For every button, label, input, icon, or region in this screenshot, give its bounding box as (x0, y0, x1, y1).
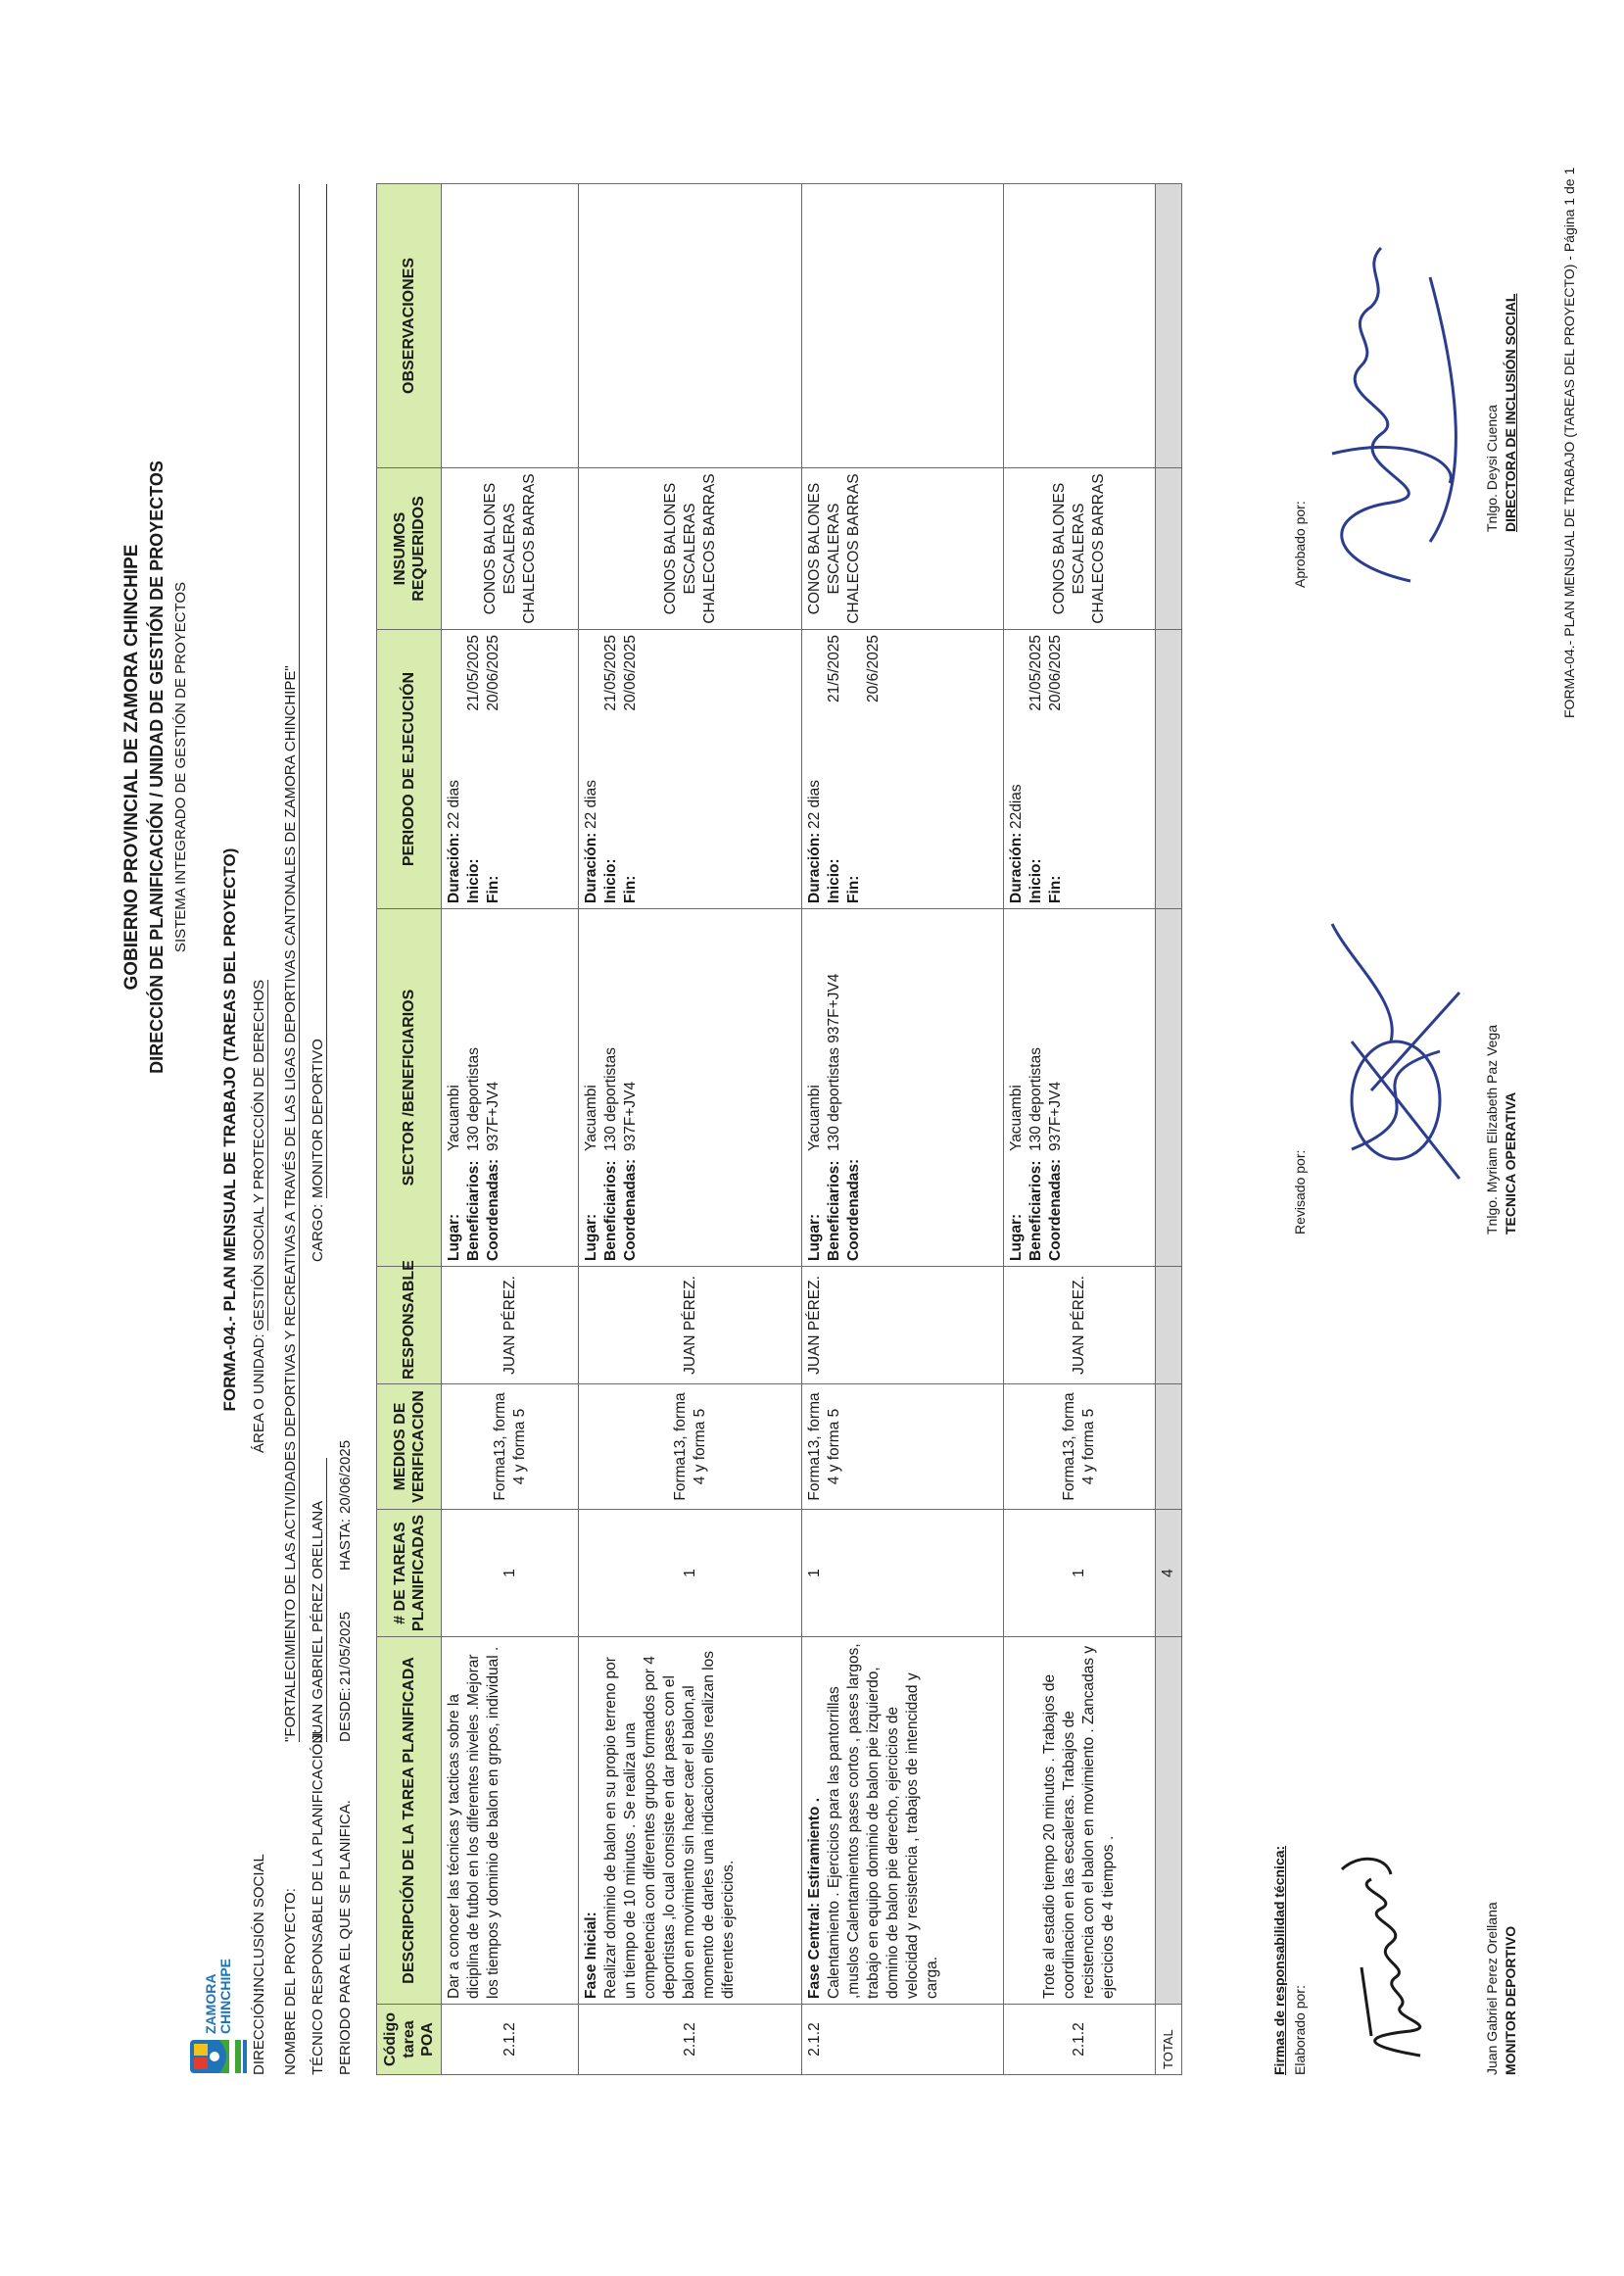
total-value: 4 (1156, 1510, 1182, 1637)
cell-num-tareas: 1 (442, 1510, 579, 1637)
table-header-row (377, 184, 442, 2075)
inicio-value: 21/5/2025 (826, 635, 842, 702)
cell-num-tareas: 1 (802, 1510, 1004, 1637)
cell-periodo (579, 630, 802, 909)
coordenadas-label: Coordenadas: (485, 1158, 502, 1261)
lugar-label: Lugar: (583, 1213, 599, 1261)
tasks-table (376, 183, 1182, 2075)
table-row (579, 184, 802, 2075)
duracion-label: Duración: (806, 832, 823, 903)
col-header-observaciones: OBSERVACIONES (377, 184, 442, 468)
desc-title: Fase Inicial: (583, 1912, 599, 1999)
elaborado-signature-icon (1303, 1830, 1450, 2075)
tecnico-value: JUAN GABRIEL PÉREZ ORELLANA (310, 1458, 327, 1742)
direccion-label: DIRECCIÓN: (251, 1988, 267, 2075)
col-header-codigo: Código tarea POA (377, 2005, 442, 2075)
cell-num-tareas: 1 (579, 1510, 802, 1637)
cell-responsable: JUAN PÉREZ. (579, 1267, 802, 1384)
total-empty-cell (1156, 1384, 1182, 1510)
revisado-role: TECNICA OPERATIVA (1503, 1091, 1518, 1235)
lugar-value: Yacuambi (1008, 1085, 1025, 1151)
cell-responsable: JUAN PÉREZ. (1004, 1267, 1156, 1384)
insumo-item: ESCALERAS (501, 503, 518, 595)
cell-descripcion (579, 1637, 802, 2005)
cell-insumos (579, 468, 802, 630)
beneficiarios-value: 130 deportistas (602, 1047, 619, 1151)
duracion-value: 22dias (1008, 784, 1025, 829)
cell-num-tareas: 1 (1004, 1510, 1156, 1637)
beneficiarios-label: Beneficiarios: (1027, 1160, 1044, 1261)
col-header-sector: SECTOR /BENEFICIARIOS (377, 909, 442, 1267)
desde-value: 21/05/2025 (337, 1611, 354, 1685)
aprobado-name: Tnlgo. Deysi Cuenca (1484, 405, 1500, 532)
area-label: ÁREA O UNIDAD: (251, 1333, 267, 1453)
cell-periodo (442, 630, 579, 909)
col-header-num-tareas: # DE TAREAS PLANIFICADAS (377, 1510, 442, 1637)
total-empty-cell (1156, 468, 1182, 630)
insumo-item: ESCALERAS (1071, 503, 1087, 595)
direccion-value: INCLUSIÓN SOCIAL (251, 1854, 267, 1992)
fin-label: Fin: (1047, 875, 1064, 903)
fin-value: 20/06/2025 (622, 635, 639, 711)
cell-observaciones (802, 184, 1004, 468)
total-empty-cell (1156, 1267, 1182, 1384)
total-empty-cell (1156, 909, 1182, 1267)
inicio-value: 21/05/2025 (602, 635, 619, 711)
aprobado-label: Aprobado por: (1292, 501, 1308, 588)
cell-sector (442, 909, 579, 1267)
cell-insumos (1004, 468, 1156, 630)
cell-medios: Forma13, forma 4 y forma 5 (579, 1384, 802, 1510)
cell-responsable: JUAN PÉREZ. (442, 1267, 579, 1384)
lugar-label: Lugar: (446, 1213, 462, 1261)
total-empty-cell (1156, 630, 1182, 909)
col-header-insumos: INSUMOS REQUERIDOS (377, 468, 442, 630)
cell-codigo: 2.1.2 (1004, 2005, 1156, 2075)
table-row (1004, 184, 1156, 2075)
total-row (1156, 184, 1182, 2075)
fin-label: Fin: (622, 875, 639, 903)
cell-insumos (442, 468, 579, 630)
insumo-item: CONOS BALONES (481, 482, 499, 615)
inicio-label: Inicio: (1027, 858, 1044, 903)
insumo-item: CONOS BALONES (661, 482, 679, 615)
insumo-item: CONOS BALONES (806, 482, 823, 615)
insumo-item: CHALECOS BARRAS (845, 473, 862, 624)
cell-medios: Forma13, forma 4 y forma 5 (442, 1384, 579, 1510)
duracion-value: 22 dias (446, 780, 462, 829)
firmas-label: Firmas de responsabilidad técnica: (1271, 1845, 1287, 2075)
fin-value: 20/06/2025 (485, 635, 502, 711)
header-line3: SISTEMA INTEGRADO DE GESTIÓN DE PROYECTOS (172, 581, 189, 953)
inicio-label: Inicio: (465, 858, 482, 903)
cell-codigo: 2.1.2 (579, 2005, 802, 2075)
total-empty-cell (1156, 1637, 1182, 2005)
insumo-item: CONOS BALONES (1051, 482, 1068, 615)
header-line1: GOBIERNO PROVINCIAL DE ZAMORA CHINCHIPE (121, 544, 142, 991)
periodo-label: PERIODO PARA EL QUE SE PLANIFICA. (337, 1800, 354, 2075)
cell-codigo: 2.1.2 (802, 2005, 1004, 2075)
cargo-value: MONITOR DEPORTIVO (310, 184, 327, 1198)
insumo-item: ESCALERAS (826, 503, 842, 595)
proyecto-label: NOMBRE DEL PROYECTO: (282, 1888, 299, 2075)
beneficiarios-label: Beneficiarios: (465, 1160, 482, 1261)
lugar-label: Lugar: (1008, 1213, 1025, 1261)
tecnico-label: TÉCNICO RESPONSABLE DE LA PLANIFICACIÓN: (310, 1728, 326, 2075)
coordenadas-label: Coordenadas: (622, 1158, 639, 1261)
aprobado-signature-icon (1303, 228, 1489, 601)
revisado-name: Tnlgo. Myriam Elizabeth Paz Vega (1484, 1025, 1500, 1235)
inicio-label: Inicio: (602, 858, 619, 903)
insumo-item: ESCALERAS (681, 503, 698, 595)
beneficiarios-label: Beneficiarios: (826, 1160, 842, 1261)
duracion-label: Duración: (583, 832, 599, 903)
cell-insumos (802, 468, 1004, 630)
cell-periodo (1004, 630, 1156, 909)
revisado-label: Revisado por: (1292, 1149, 1308, 1235)
duracion-label: Duración: (446, 832, 462, 903)
coordenadas-label: Coordenadas: (1047, 1158, 1064, 1261)
cell-medios: Forma13, forma 4 y forma 5 (1004, 1384, 1156, 1510)
lugar-label: Lugar: (806, 1213, 823, 1261)
cell-descripcion (1004, 1637, 1156, 2005)
inicio-fin-label: Inicio: Fin: (826, 858, 862, 903)
insumo-item: CHALECOS BARRAS (520, 473, 538, 624)
lugar-value: Yacuambi (446, 1085, 462, 1151)
duracion-value: 22 dias (583, 780, 599, 829)
revisado-signature-icon (1313, 904, 1489, 1237)
duracion-value: 22 dias (806, 780, 823, 829)
elaborado-name: Juan Gabriel Perez Orellana (1484, 1902, 1500, 2075)
elaborado-role: MONITOR DEPORTIVO (1503, 1925, 1518, 2075)
desde-label: DESDE: (337, 1687, 354, 1742)
cargo-label: CARGO: (310, 1203, 326, 1262)
fin-value: 20/06/2025 (1047, 635, 1064, 711)
fin-value: 20/6/2025 (865, 635, 882, 702)
logo-text: ZAMORA CHINCHIPE (203, 1958, 233, 2034)
fin-label: Fin: (485, 875, 502, 903)
table-row (802, 184, 1004, 2075)
form-title: FORMA-04.- PLAN MENSUAL DE TRABAJO (TAREAS DEL PROYECTO) (220, 847, 239, 1412)
cell-descripcion (442, 1637, 579, 2005)
cell-descripcion (802, 1637, 1004, 2005)
desc-text: Trote al estadio tiempo 20 minutos . Trabajos de coordinacion en las escaleras. Trabajos de recistencia con el balon en movimiento . Zancadas y ejercicios de 4 tiempos . (1041, 1645, 1117, 1999)
cell-observaciones (442, 184, 579, 468)
inicio-value: 21/05/2025 (1027, 635, 1044, 711)
coordenadas-label: Coordenadas: (845, 1158, 862, 1261)
lugar-value: Yacuambi (806, 1085, 823, 1151)
cell-observaciones (579, 184, 802, 468)
col-header-responsable: RESPONSABLE (377, 1267, 442, 1384)
cell-codigo: 2.1.2 (442, 2005, 579, 2075)
cell-sector (802, 909, 1004, 1267)
desc-text: Dar a conocer las técnicas y tacticas sobre la diciplina de futbol en los diferentes niveles .Mejorar los tiempos y dominio de balon en grpos, individual . (446, 1646, 502, 1999)
desc-title: Fase Central: Estiramiento . (806, 1797, 823, 1999)
col-header-medios: MEDIOS DE VERIFICACION (377, 1384, 442, 1510)
area-value: GESTIÓN SOCIAL Y PROTECCIÓN DE DERECHOS (251, 979, 267, 1331)
page-footer: FORMA-04.- PLAN MENSUAL DE TRABAJO (TAREAS DEL PROYECTO) - Página 1 de 1 (1561, 167, 1577, 718)
aprobado-role: DIRECTORA DE INCLUSIÓN SOCIAL (1503, 293, 1518, 532)
proyecto-value: "FORTALECIMIENTO DE LAS ACTIVIDADES DEPORTIVAS Y RECREATIVAS A TRAVÉS DE LAS LIGAS DEPORTIVAS CANTONALES DE ZAMORA CHINCHIPE" (282, 184, 300, 1742)
elaborado-label: Elaborado por: (1292, 1985, 1308, 2075)
inicio-value: 21/05/2025 (465, 635, 482, 711)
coordenadas-value: 937F+JV4 (622, 1081, 639, 1151)
cell-sector (1004, 909, 1156, 1267)
coordenadas-value: 937F+JV4 (485, 1081, 502, 1151)
duracion-label: Duración: (1008, 832, 1025, 903)
insumo-item: CHALECOS BARRAS (1090, 473, 1107, 624)
lugar-value: Yacuambi (583, 1085, 599, 1151)
beneficiarios-label: Beneficiarios: (602, 1160, 619, 1261)
hasta-value: 20/06/2025 (337, 1439, 354, 1514)
desc-text: Calentamiento . Ejercicios para las pantorrillas ,muslos Calentamientos pases cortos , pases largos, trabajo en equipo dominio de balon pie izquierdo, dominio de balon pie derecho, ejercicios de velocidad y resistencia , trabajos de intencidad y carga. (826, 1643, 940, 1999)
cell-medios: Forma13, forma 4 y forma 5 (802, 1384, 1004, 1510)
col-header-periodo: PERIODO DE EJECUCIÓN (377, 630, 442, 909)
table-row (442, 184, 579, 2075)
coordenadas-value (844, 914, 864, 1151)
cell-observaciones (1004, 184, 1156, 468)
total-empty-cell (1156, 184, 1182, 468)
cell-periodo (802, 630, 1004, 909)
coordenadas-value: 937F+JV4 (1047, 1081, 1064, 1151)
col-header-descripcion: DESCRIPCIÓN DE LA TAREA PLANIFICADA (377, 1637, 442, 2005)
insumo-item: CHALECOS BARRAS (700, 473, 718, 624)
cell-sector (579, 909, 802, 1267)
beneficiarios-value: 130 deportistas (465, 1047, 482, 1151)
total-label: TOTAL (1156, 2005, 1182, 2075)
header-line2: DIRECCIÓN DE PLANIFICACIÓN / UNIDAD DE GESTIÓN DE PROYECTOS (147, 460, 167, 1074)
beneficiarios-value: 130 deportistas (1027, 1047, 1044, 1151)
beneficiarios-value: 130 deportistas 937F+JV4 (826, 973, 842, 1151)
hasta-label: HASTA: (337, 1518, 354, 1571)
cell-responsable: JUAN PÉREZ. (802, 1267, 1004, 1384)
desc-text: Realizar dominio de balon en su propio terreno por un tiempo de 10 minutos . Se realiza una competencia con diferentes grupos formados por 4 deportistas ,lo cual consiste en dar pases con el balon en movimiento sin hacer caer el balon,al momento de darles una indicacion ellos realizan los diferentes ejercicios. (602, 1651, 737, 1999)
